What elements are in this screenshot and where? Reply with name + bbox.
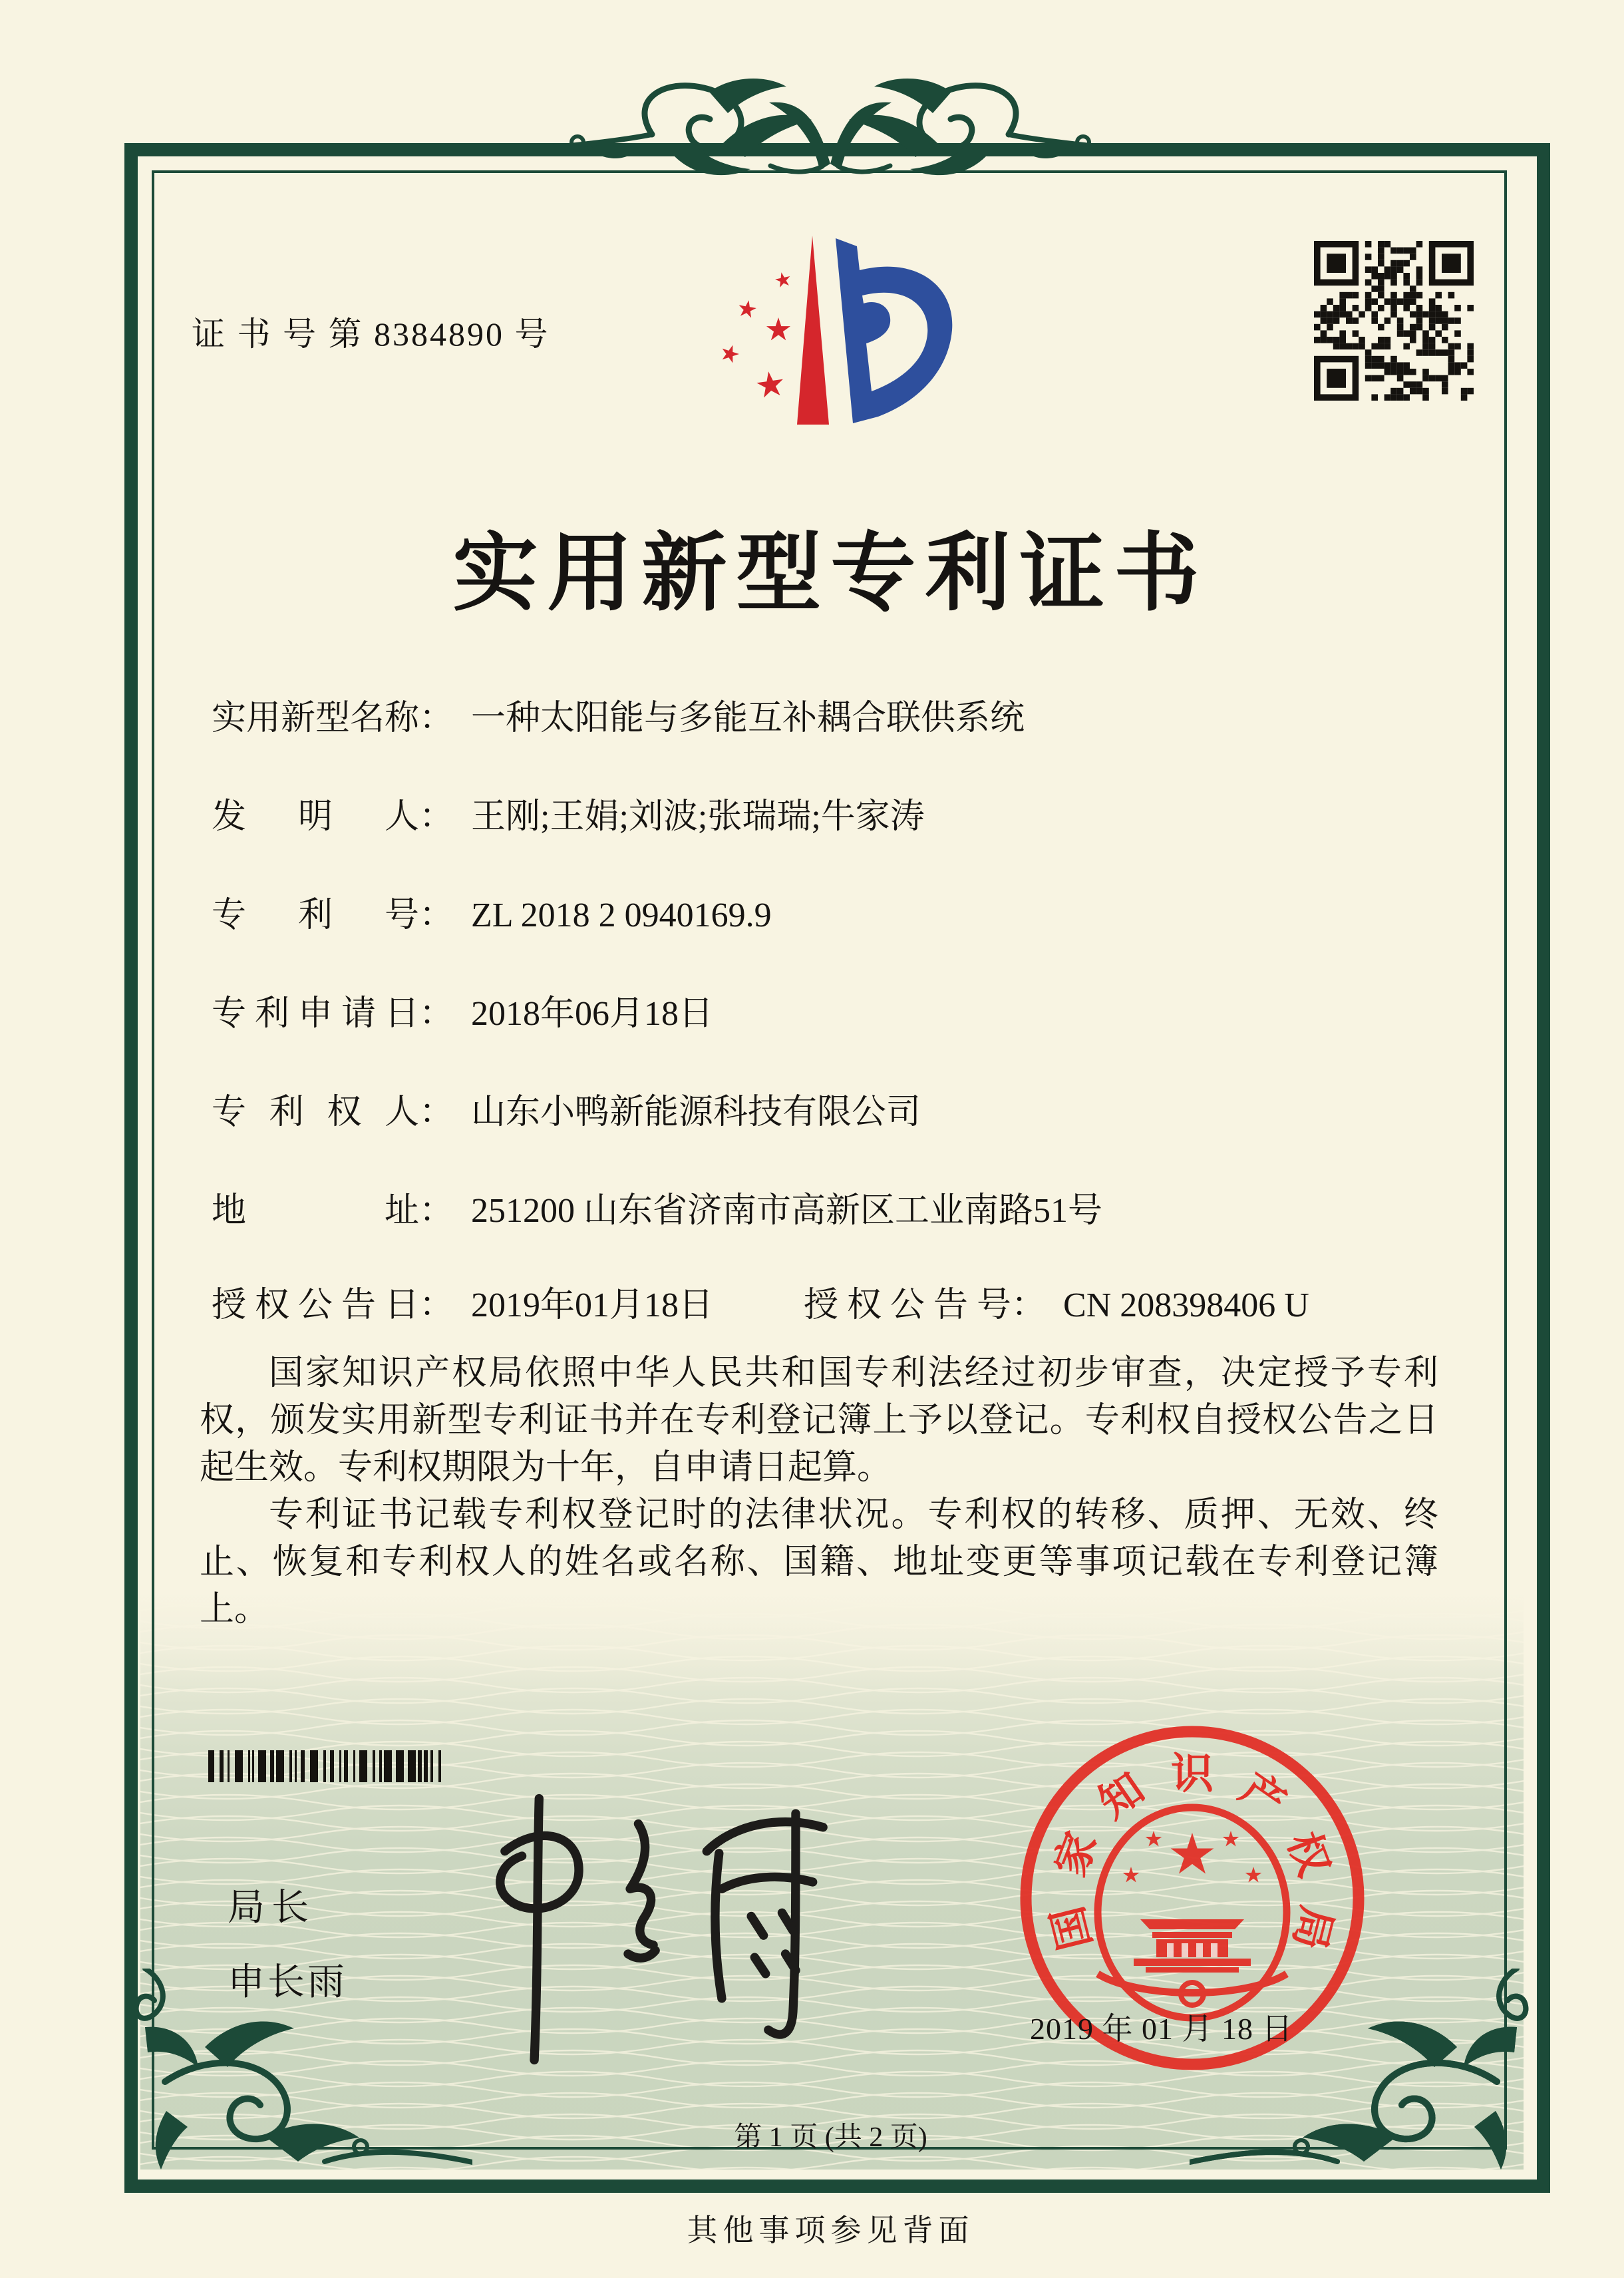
seal-agency-char: 家 [1046,1825,1106,1883]
cnipa-logo-icon [719,232,958,431]
seal-agency-char: 权 [1278,1825,1339,1883]
commissioner-name-label: 申长雨 [228,1962,347,2003]
field-value: 山东小鸭新能源科技有限公司 [471,1093,921,1131]
field-colon: ： [419,995,454,1033]
seal-date: 2019 年 01 月 18 日 [1030,2012,1293,2046]
field-label: 发明人 [212,798,419,836]
field-value: 2018年06月18日 [471,995,714,1033]
seal-agency-char: 局 [1284,1901,1341,1955]
field-label: 专利号 [212,896,419,934]
field-label: 专利申请日 [212,995,419,1033]
field-colon: ： [419,1192,454,1230]
field-label: 实用新型名称 [212,699,420,737]
field-colon: ： [419,798,454,836]
field-colon: ： [419,699,454,737]
field-colon: ： [419,896,454,934]
field-value: ZL 2018 2 0940169.9 [471,896,772,934]
legal-paragraph-1: 国家知识产权局依照中华人民共和国专利法经过初步审查，决定授予专利权，颁发实用新型专利证书并在专利登记簿上予以登记。专利权自授权公告之日起生效。专利权期限为十年，自申请日起算。 [200,1354,1438,1487]
top-floral-ornament-icon [551,69,1110,186]
field-colon: ： [419,1093,454,1131]
field-value: 一种太阳能与多能互补耦合联供系统 [471,699,1025,737]
handwritten-signature-icon [412,1784,892,2076]
field-value: 251200 山东省济南市高新区工业南路51号 [471,1192,1103,1230]
page-number: 第 1 页 (共 2 页) [734,2122,927,2153]
seal-agency-char: 知 [1090,1764,1153,1828]
seal-agency-char: 国 [1043,1901,1100,1955]
seal-agency-char: 识 [1171,1750,1214,1798]
field-value: 王刚;王娟;刘波;张瑞瑞;牛家涛 [471,798,925,836]
field-label: 地址 [212,1192,419,1230]
national-emblem-icon [1098,1807,1287,2018]
field-colon: ： [1011,1286,1047,1324]
seal-agency-char: 产 [1231,1764,1294,1828]
field-label: 专利权人 [212,1093,419,1131]
certificate-number: 证 书 号 第 8384890 号 [192,315,550,353]
field-row-grant [212,1276,1309,1326]
grant-number-value: CN 208398406 U [1063,1286,1309,1324]
field-row-address [212,1182,1102,1232]
grant-number-label: 授权公告号 [804,1286,1012,1324]
field-row-filing-date [212,985,713,1035]
field-colon: ： [419,1286,454,1324]
commissioner-title-label: 局长 [228,1887,315,1929]
field-row-utility-model-name [212,689,1025,739]
field-row-inventors [212,788,925,838]
grant-date-label: 授权公告日 [212,1286,419,1324]
legal-paragraph-2: 专利证书记载专利权登记时的法律状况。专利权的转移、质押、无效、终止、恢复和专利权人的姓名或名称、国籍、地址变更等事项记载在专利登记簿上。 [200,1496,1438,1628]
barcode [208,1750,449,1782]
field-row-patentee [212,1083,921,1133]
qr-code [1314,241,1474,401]
back-note: 其他事项参见背面 [687,2213,975,2247]
logo-stars-icon [719,271,792,399]
legal-text-block [200,1350,1438,1633]
page-title: 实用新型专利证书 [452,526,1209,621]
grant-date-value: 2019年01月18日 [471,1286,714,1324]
field-row-patent-number [212,886,772,936]
